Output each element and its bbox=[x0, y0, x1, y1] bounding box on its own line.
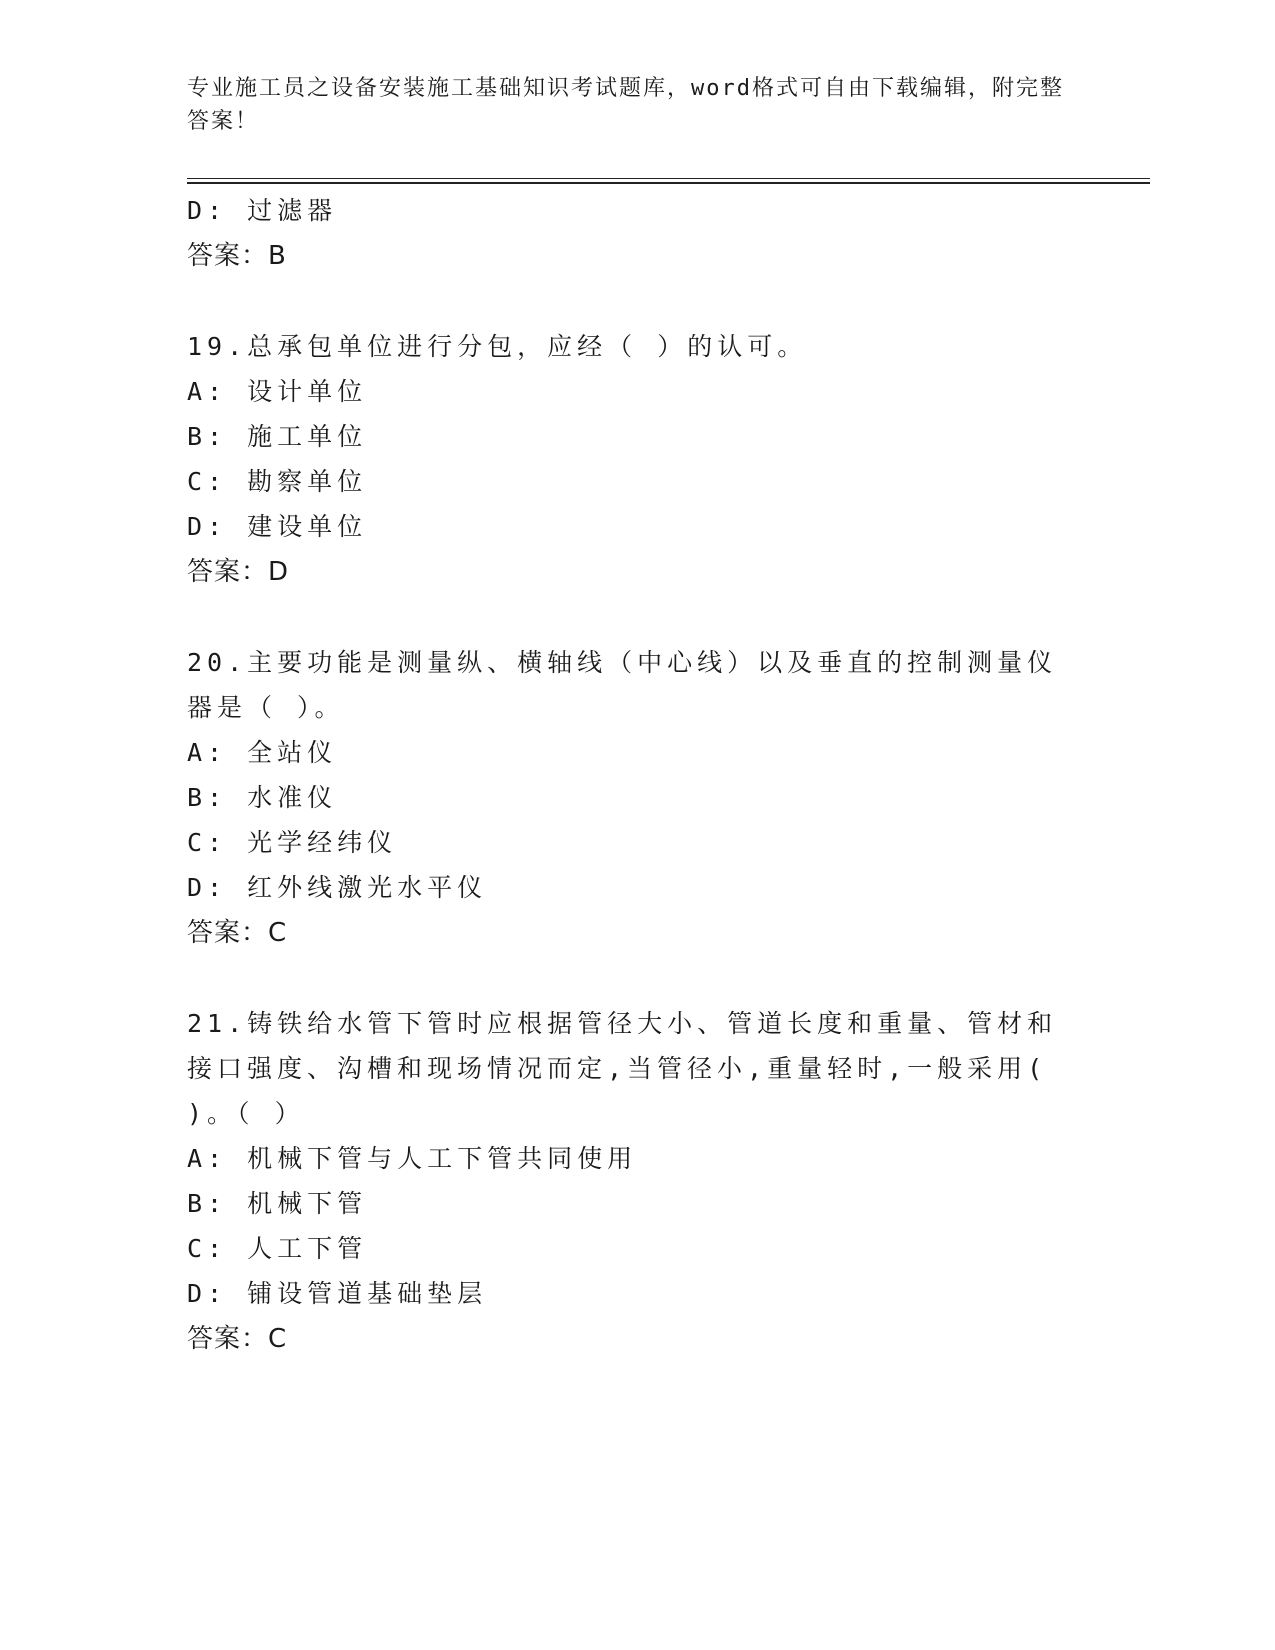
question-21 bbox=[187, 1001, 1087, 1362]
question-19-answer: 答案：D bbox=[187, 557, 290, 587]
question-20-option-c: C: 光学经纬仪 bbox=[187, 828, 398, 857]
document-header: 专业施工员之设备安装施工基础知识考试题库，word格式可自由下载编辑，附完整答案！ bbox=[187, 76, 1064, 134]
question-19-option-c: C: 勘察单位 bbox=[187, 467, 368, 496]
question-20-answer: 答案：C bbox=[187, 918, 288, 948]
question-19-option-a: A: 设计单位 bbox=[187, 377, 368, 406]
exam-content bbox=[187, 188, 1087, 1362]
question-20-option-d: D: 红外线激光水平仪 bbox=[187, 873, 488, 902]
header-rule-thick bbox=[187, 182, 1150, 184]
question-21-stem: 21.铸铁给水管下管时应根据管径大小、管道长度和重量、管材和接口强度、沟槽和现场情况而定,当管径小,重量轻时,一般采用( )。（ ） bbox=[187, 1009, 1058, 1128]
question-19-stem: 19.总承包单位进行分包，应经（ ）的认可。 bbox=[187, 332, 808, 361]
question-21-answer: 答案：C bbox=[187, 1324, 288, 1354]
question-20-stem: 20.主要功能是测量纵、横轴线（中心线）以及垂直的控制测量仪器是（ ）。 bbox=[187, 648, 1058, 722]
question-21-option-d: D: 铺设管道基础垫层 bbox=[187, 1279, 488, 1308]
question-20-option-a: A: 全站仪 bbox=[187, 738, 338, 767]
question-21-option-c: C: 人工下管 bbox=[187, 1234, 368, 1263]
question-19 bbox=[187, 324, 1087, 595]
header-rule-thin bbox=[187, 178, 1150, 179]
question-21-option-b: B: 机械下管 bbox=[187, 1189, 368, 1218]
prev-answer: 答案：B bbox=[187, 241, 287, 271]
question-20 bbox=[187, 640, 1087, 956]
question-21-option-a: A: 机械下管与人工下管共同使用 bbox=[187, 1144, 638, 1173]
question-20-option-b: B: 水准仪 bbox=[187, 783, 338, 812]
question-19-option-b: B: 施工单位 bbox=[187, 422, 368, 451]
prev-option-d: D: 过滤器 bbox=[187, 196, 338, 225]
question-19-option-d: D: 建设单位 bbox=[187, 512, 368, 541]
